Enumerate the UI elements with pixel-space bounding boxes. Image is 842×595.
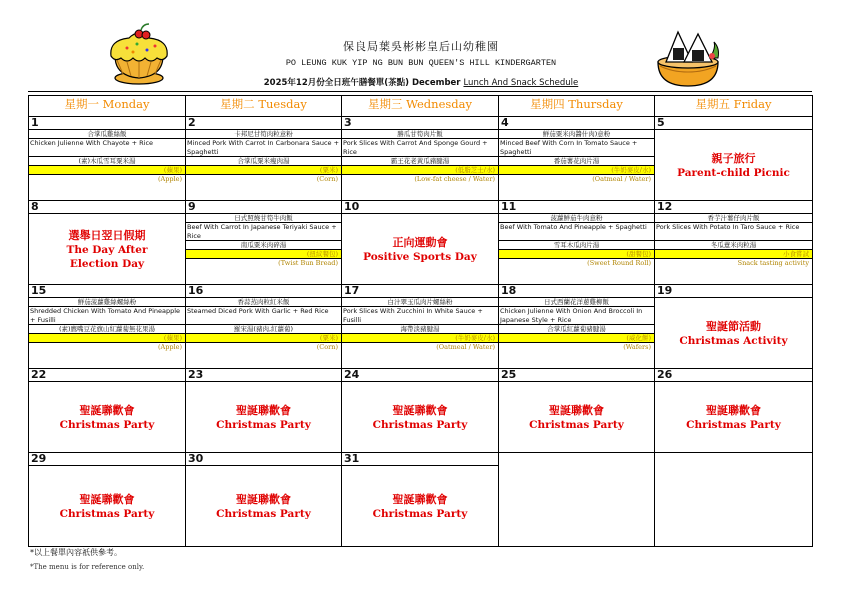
day-number: 31 bbox=[342, 453, 498, 466]
dish-en: Pork Slices With Zucchini In White Sauce + Fusilli bbox=[342, 307, 498, 325]
soup: 番茄薯花肉片湯 bbox=[499, 157, 654, 166]
snack-en: (Corn) bbox=[316, 343, 338, 351]
dish-cn: 合掌瓜雞絲飯 bbox=[29, 130, 185, 139]
day-cell-12 bbox=[655, 201, 813, 285]
school-name-en: PO LEUNG KUK YIP NG BUN BUN QUEEN'S HILL KINDERGARTEN bbox=[285, 58, 557, 68]
day-number: 19 bbox=[655, 285, 812, 298]
dish-cn: 日式照燒甘筍牛肉飯 bbox=[186, 214, 341, 223]
weekday-wednesday: 星期三 Wednesday bbox=[342, 96, 499, 117]
snack-en: (Oatmeal / Water) bbox=[592, 175, 651, 183]
dish-en: Pork Slices With Carrot And Sponge Gourd + Rice bbox=[342, 139, 498, 157]
snack-en: (Corn) bbox=[316, 175, 338, 183]
dish-en: Shredded Chicken With Tomato And Pineapple + Fusilli bbox=[29, 307, 185, 325]
event bbox=[186, 382, 341, 452]
day-number: 25 bbox=[499, 369, 654, 382]
dish-cn: 菠蘿鮮茄牛肉意粉 bbox=[499, 214, 654, 223]
event-en: Christmas Activity bbox=[679, 335, 788, 347]
day-cell-3 bbox=[342, 117, 499, 201]
event-en: Christmas Party bbox=[216, 419, 311, 431]
soup: 合掌瓜紅蘿蔔豬腱湯 bbox=[499, 325, 654, 334]
weekday-tuesday: 星期二 Tuesday bbox=[186, 96, 342, 117]
day-number: 15 bbox=[29, 285, 185, 298]
event-en: Christmas Party bbox=[216, 508, 311, 520]
day-number: 2 bbox=[186, 117, 341, 130]
event-en: Christmas Party bbox=[59, 508, 155, 520]
day-number: 9 bbox=[186, 201, 341, 214]
event bbox=[29, 382, 185, 452]
day-number: 18 bbox=[499, 285, 654, 298]
day-cell-8 bbox=[29, 201, 186, 285]
day-cell-23 bbox=[186, 369, 342, 453]
day-cell-17 bbox=[342, 285, 499, 369]
dish-en: Chicken Julienne With Chayote + Rice bbox=[29, 139, 185, 157]
day-cell-22 bbox=[29, 369, 186, 453]
day-cell-24 bbox=[342, 369, 499, 453]
snack-cn: (蘋果) bbox=[29, 334, 185, 343]
event bbox=[186, 466, 341, 546]
snack-cn: (蘋果) bbox=[29, 166, 185, 175]
day-number: 1 bbox=[29, 117, 185, 130]
event bbox=[499, 382, 654, 452]
day-cell-29 bbox=[29, 453, 186, 547]
snack-cn: 小食嘗試 bbox=[655, 250, 812, 259]
event-cn: 選舉日翌日假期 bbox=[68, 229, 146, 242]
event bbox=[342, 214, 498, 284]
dish-en: Pork Slices With Potato In Taro Sauce + Rice bbox=[655, 223, 812, 241]
snack-cn: (扭紋餐包) bbox=[186, 250, 341, 259]
event-cn: 聖誕聯歡會 bbox=[236, 493, 291, 506]
schedule-title-suffix: Lunch And Snack Schedule bbox=[463, 78, 579, 88]
dish-cn: 日式西蘭花洋蔥雞柳飯 bbox=[499, 298, 654, 307]
event bbox=[29, 466, 185, 546]
day-cell-16 bbox=[186, 285, 342, 369]
week-row-5 bbox=[29, 453, 813, 547]
day-cell-26 bbox=[655, 369, 813, 453]
day-cell-4 bbox=[499, 117, 655, 201]
snack-en: Snack tasting activity bbox=[737, 259, 809, 267]
event-en-line2: Election Day bbox=[69, 258, 145, 270]
event-cn: 聖誕聯歡會 bbox=[706, 404, 761, 417]
dish-cn: 香蒜蒸肉粒紅米飯 bbox=[186, 298, 341, 307]
week-row-1 bbox=[29, 117, 813, 201]
dish-en: Beef With Carrot In Japanese Teriyaki Sauce + Rice bbox=[186, 223, 341, 241]
footnote-cn: *以上餐單內容祇供參考。 bbox=[30, 548, 122, 557]
footnote-en: *The menu is for reference only. bbox=[30, 563, 145, 571]
day-cell-1 bbox=[29, 117, 186, 201]
snack-cn: (牛奶麥皮/水) bbox=[499, 166, 654, 175]
dish-cn: 鮮茄菠蘿雞絲螺絲粉 bbox=[29, 298, 185, 307]
dish-cn: 鮮茄粟米肉醬什肉)意粉 bbox=[499, 130, 654, 139]
day-number: 26 bbox=[655, 369, 812, 382]
event-cn: 聖誕聯歡會 bbox=[392, 493, 448, 506]
weekday-friday: 星期五 Friday bbox=[655, 96, 813, 117]
snack-en: (Apple) bbox=[157, 343, 182, 351]
event-en: Parent-child Picnic bbox=[677, 167, 790, 179]
snack-en: (Low-fat cheese / Water) bbox=[414, 175, 495, 183]
snack-cn: (威化餅) bbox=[499, 334, 654, 343]
page-header bbox=[0, 0, 842, 92]
week-row-2 bbox=[29, 201, 813, 285]
event bbox=[655, 382, 812, 452]
schedule-title-prefix: 2025年12月份全日班午膳餐單(茶點) December bbox=[263, 78, 461, 88]
day-cell-11 bbox=[499, 201, 655, 285]
event-cn: 聖誕節活動 bbox=[706, 320, 761, 333]
day-number: 29 bbox=[29, 453, 185, 466]
dish-cn: 勝瓜甘筍肉片飯 bbox=[342, 130, 498, 139]
event-en: Christmas Party bbox=[529, 419, 624, 431]
event-en-line1: The Day After bbox=[66, 244, 148, 256]
day-cell-10 bbox=[342, 201, 499, 285]
menu-calendar bbox=[28, 95, 813, 547]
day-cell-9 bbox=[186, 201, 342, 285]
soup: 海帶淡豬腱湯 bbox=[342, 325, 498, 334]
soup: 雪耳木瓜肉片湯 bbox=[499, 241, 654, 250]
day-number: 24 bbox=[342, 369, 498, 382]
schedule-title bbox=[0, 76, 842, 88]
snack-cn: (粟米) bbox=[186, 334, 341, 343]
day-cell-18 bbox=[499, 285, 655, 369]
dish-cn: 白汁翠玉瓜肉片螺絲粉 bbox=[342, 298, 498, 307]
weekday-header-row bbox=[29, 96, 813, 117]
event-cn: 聖誕聯歡會 bbox=[79, 493, 135, 506]
dish-en: Minced Beef With Corn In Tomato Sauce + Spaghetti bbox=[499, 139, 654, 157]
event-en: Christmas Party bbox=[372, 419, 468, 431]
day-cell-19 bbox=[655, 285, 813, 369]
day-number: 8 bbox=[29, 201, 185, 214]
event-cn: 親子旅行 bbox=[711, 152, 756, 165]
snack-cn: (牛奶麥皮/水) bbox=[342, 334, 498, 343]
day-cell-25 bbox=[499, 369, 655, 453]
snack-en: (Oatmeal / Water) bbox=[436, 343, 495, 351]
snack-en: (Sweet Round Roll) bbox=[587, 259, 651, 267]
dish-cn: 卡邦尼甘筍肉粒意粉 bbox=[186, 130, 341, 139]
event bbox=[342, 466, 498, 546]
header-divider bbox=[28, 91, 812, 92]
week-row-4 bbox=[29, 369, 813, 453]
snack-cn: (粟米) bbox=[186, 166, 341, 175]
day-cell-2 bbox=[186, 117, 342, 201]
soup: 霸王花老黃瓜豬腱湯 bbox=[342, 157, 498, 166]
day-number: 16 bbox=[186, 285, 341, 298]
day-cell-31 bbox=[342, 453, 499, 547]
event-cn: 聖誕聯歡會 bbox=[549, 404, 604, 417]
day-number: 12 bbox=[655, 201, 812, 214]
snack-en: (Apple) bbox=[157, 175, 182, 183]
dish-en: Minced Pork With Carrot In Carbonara Sauce + Spaghetti bbox=[187, 139, 340, 156]
dish-en: Beef With Tomato And Pineapple + Spaghetti bbox=[499, 223, 654, 241]
dish-en: Steamed Diced Pork With Garlic + Red Rice bbox=[186, 307, 341, 325]
snack-cn: (甜餐包) bbox=[499, 250, 654, 259]
day-number: 10 bbox=[342, 201, 498, 214]
school-name-cn: 保良局葉吳彬彬皇后山幼稚園 bbox=[343, 40, 499, 53]
event bbox=[29, 214, 185, 284]
day-number: 23 bbox=[186, 369, 341, 382]
empty-cell bbox=[655, 453, 813, 547]
snack-en: (Wafers) bbox=[623, 343, 651, 351]
week-row-3 bbox=[29, 285, 813, 369]
event-cn: 聖誕聯歡會 bbox=[236, 404, 291, 417]
soup: 合掌瓜粟米瘦肉湯 bbox=[186, 157, 341, 166]
day-number: 30 bbox=[186, 453, 341, 466]
event-cn: 聖誕聯歡會 bbox=[392, 404, 448, 417]
event-cn: 正向運動會 bbox=[392, 236, 448, 249]
dish-cn: 香芋汁薯仔肉片飯 bbox=[655, 214, 812, 223]
day-number: 11 bbox=[499, 201, 654, 214]
day-cell-30 bbox=[186, 453, 342, 547]
day-cell-5 bbox=[655, 117, 813, 201]
event bbox=[655, 130, 812, 200]
weekday-thursday: 星期四 Thursday bbox=[499, 96, 655, 117]
empty-cell bbox=[499, 453, 655, 547]
snack-cn: (低脂芝士/水) bbox=[342, 166, 498, 175]
soup: (素)鷹嘴豆花旗山紅蘿蔔無花果湯 bbox=[29, 325, 185, 334]
soup: 南瓜粟米肉碎湯 bbox=[186, 241, 341, 250]
day-number: 17 bbox=[342, 285, 498, 298]
day-number: 5 bbox=[655, 117, 812, 130]
dish-en: Chicken Julienne With Onion And Broccoli In Japanese Style + Rice bbox=[499, 307, 654, 325]
day-cell-15 bbox=[29, 285, 186, 369]
event bbox=[655, 298, 812, 368]
soup: 冬瓜薏米肉粒湯 bbox=[655, 241, 812, 250]
day-number: 3 bbox=[342, 117, 498, 130]
weekday-monday: 星期一 Monday bbox=[29, 96, 186, 117]
event-en: Christmas Party bbox=[59, 419, 155, 431]
event-en: Christmas Party bbox=[372, 508, 468, 520]
event-cn: 聖誕聯歡會 bbox=[79, 404, 135, 417]
event-en: Christmas Party bbox=[686, 419, 781, 431]
day-number: 4 bbox=[499, 117, 654, 130]
day-number: 22 bbox=[29, 369, 185, 382]
soup: 羅宋湯(豬肉,紅蘿蔔) bbox=[186, 325, 341, 334]
snack-en: (Twist Bun Bread) bbox=[278, 259, 338, 267]
event-en: Positive Sports Day bbox=[363, 251, 477, 263]
soup: (素)木瓜雪耳粟米湯 bbox=[29, 157, 185, 166]
event bbox=[342, 382, 498, 452]
